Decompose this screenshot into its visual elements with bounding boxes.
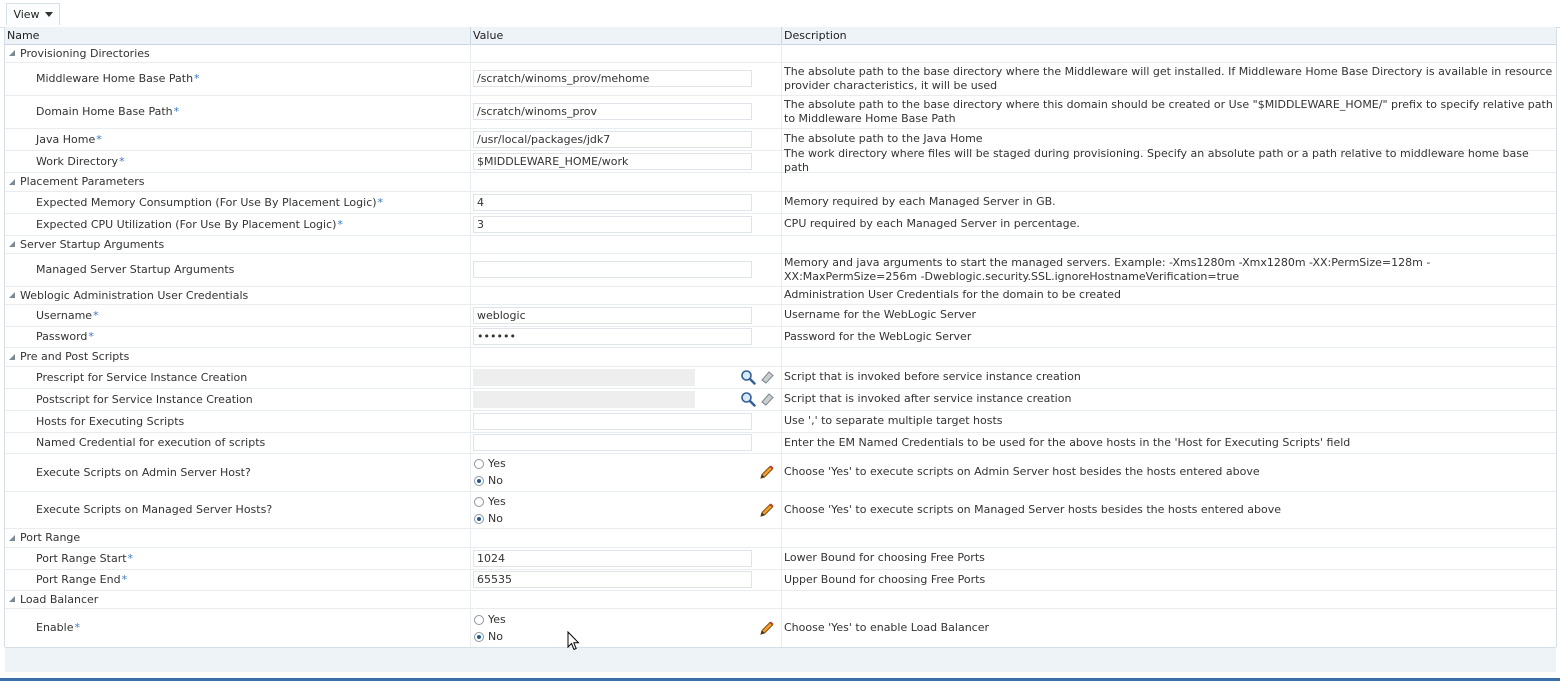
- radio-button-icon[interactable]: [474, 497, 484, 507]
- value-cell: [470, 347, 781, 366]
- value-cell: [470, 547, 781, 569]
- description-text: Script that is invoked after service instance creation: [784, 392, 1072, 405]
- property-name-cell: [5, 366, 469, 388]
- property-label: Domain Home Base Path: [36, 105, 173, 118]
- radio-button-icon[interactable]: [474, 514, 484, 524]
- value-input[interactable]: [473, 413, 752, 430]
- value-cell: [470, 235, 781, 253]
- table-row: [5, 491, 1556, 529]
- value-cell: [470, 491, 781, 528]
- radio-label: No: [488, 474, 503, 487]
- property-label: Expected CPU Utilization (For Use By Placement Logic): [36, 217, 337, 231]
- group-label: Weblogic Administration User Credentials: [20, 288, 249, 302]
- group-row[interactable]: [5, 44, 1556, 63]
- script-path-field[interactable]: [473, 391, 695, 408]
- required-asterisk: *: [127, 551, 134, 565]
- description-cell: [781, 235, 1554, 253]
- required-asterisk: *: [93, 308, 99, 322]
- group-name-cell: [5, 347, 473, 366]
- radio-label: No: [488, 630, 503, 643]
- table-row: [5, 253, 1556, 287]
- group-row[interactable]: [5, 590, 1556, 609]
- property-label: Execute Scripts on Managed Server Hosts?: [36, 503, 273, 516]
- group-label: Pre and Post Scripts: [20, 350, 130, 363]
- group-label: Provisioning Directories: [20, 46, 150, 60]
- value-cell: [470, 453, 781, 491]
- description-text: Username for the WebLogic Server: [784, 308, 977, 321]
- value-cell: [470, 432, 781, 453]
- property-name-cell: [5, 569, 469, 590]
- value-cell: [470, 62, 781, 95]
- property-name-cell: [5, 547, 469, 569]
- value-cell: [470, 410, 781, 432]
- property-label: Named Credential for execution of scripts: [36, 436, 266, 449]
- required-asterisk: *: [194, 72, 200, 85]
- required-asterisk: *: [377, 195, 384, 209]
- description-cell: [781, 95, 1554, 128]
- value-cell: [470, 172, 781, 191]
- table-row: [5, 547, 1556, 570]
- value-input[interactable]: [473, 328, 752, 345]
- property-label: Port Range End: [36, 573, 121, 586]
- property-label: Prescript for Service Instance Creation: [36, 370, 248, 384]
- pencil-icon[interactable]: [759, 620, 775, 636]
- pencil-icon[interactable]: [759, 502, 775, 518]
- group-name-cell: [5, 235, 473, 253]
- table-row: [5, 388, 1556, 411]
- description-cell: [781, 147, 1554, 174]
- value-input[interactable]: [473, 216, 752, 233]
- required-asterisk: *: [74, 621, 80, 634]
- value-input[interactable]: [473, 261, 752, 278]
- value-cell: [470, 326, 781, 347]
- property-label: Username: [36, 308, 93, 322]
- description-cell: [781, 569, 1554, 590]
- description-text: Password for the WebLogic Server: [784, 329, 972, 343]
- property-label: Middleware Home Base Path: [36, 72, 194, 85]
- description-text: The absolute path to the base directory where the Middleware will get installed. If Middleware Home Base Directory is available in resource provider characteristics, it will be used: [784, 64, 1553, 92]
- description-cell: [781, 547, 1554, 569]
- group-row[interactable]: [5, 347, 1556, 367]
- property-name-cell: [5, 62, 469, 95]
- property-name-cell: [5, 326, 469, 347]
- properties-table: [4, 27, 1557, 647]
- value-cell: [470, 304, 781, 326]
- group-label: Load Balancer: [20, 592, 99, 606]
- property-label: Password: [36, 330, 88, 343]
- value-cell: [470, 366, 781, 388]
- pencil-icon[interactable]: [759, 464, 775, 480]
- required-asterisk: *: [173, 105, 180, 118]
- table-row: [5, 608, 1556, 648]
- required-asterisk: *: [88, 330, 94, 343]
- table-row: [5, 366, 1556, 389]
- value-cell: [470, 213, 781, 235]
- property-name-cell: [5, 95, 469, 128]
- table-row: [5, 432, 1556, 454]
- radio-option-yes[interactable]: [474, 611, 506, 628]
- table-row: [5, 410, 1556, 433]
- table-row: [5, 304, 1556, 327]
- description-text: The absolute path to the Java Home: [784, 132, 983, 145]
- collapse-triangle-icon[interactable]: [9, 179, 15, 185]
- property-name-cell: [5, 432, 469, 453]
- description-cell: [781, 432, 1554, 453]
- radio-group: [474, 611, 506, 645]
- value-cell: [470, 128, 781, 150]
- value-cell: [470, 608, 781, 647]
- value-input[interactable]: [473, 550, 752, 567]
- description-cell: [781, 608, 1554, 647]
- property-name-cell: [5, 253, 469, 286]
- property-name-cell: [5, 608, 469, 647]
- description-text: CPU required by each Managed Server in percentage.: [784, 217, 1080, 230]
- property-label: Java Home: [36, 132, 96, 146]
- property-name-cell: [5, 453, 469, 491]
- radio-option-no[interactable]: [474, 510, 506, 527]
- table-row: [5, 95, 1556, 129]
- search-icon[interactable]: [740, 391, 756, 407]
- property-name-cell: [5, 191, 469, 213]
- description-cell: [781, 191, 1554, 213]
- radio-option-no[interactable]: [474, 628, 506, 645]
- description-cell: [781, 253, 1554, 286]
- radio-button-icon[interactable]: [474, 615, 484, 625]
- value-input[interactable]: [473, 434, 752, 451]
- radio-group: [474, 493, 506, 527]
- property-name-cell: [5, 304, 469, 326]
- value-cell: [470, 150, 781, 172]
- property-label: Execute Scripts on Admin Server Host?: [36, 465, 251, 479]
- radio-option-no[interactable]: [474, 472, 506, 489]
- search-icon[interactable]: [740, 369, 756, 385]
- script-path-field[interactable]: [473, 369, 695, 386]
- property-label: Postscript for Service Instance Creation: [36, 392, 253, 406]
- table-row: [5, 147, 1556, 174]
- required-asterisk: *: [337, 217, 343, 231]
- value-cell: [470, 569, 781, 590]
- value-cell: [470, 528, 781, 547]
- required-asterisk: *: [121, 573, 128, 586]
- description-cell: [781, 44, 1554, 62]
- radio-group: [474, 455, 506, 489]
- property-label: Port Range Start: [36, 551, 127, 565]
- chevron-down-icon: [45, 12, 53, 17]
- property-name-cell: [5, 410, 469, 432]
- value-input[interactable]: [473, 153, 752, 170]
- table-header: [5, 27, 1556, 45]
- group-label: Placement Parameters: [20, 175, 145, 188]
- group-row[interactable]: [5, 528, 1556, 548]
- value-cell: [470, 191, 781, 213]
- group-name-cell: [5, 172, 473, 191]
- required-asterisk: *: [96, 132, 102, 146]
- description-text: Lower Bound for choosing Free Ports: [784, 551, 985, 564]
- radio-option-yes[interactable]: [474, 493, 506, 510]
- description-text: Use ',' to separate multiple target hosts: [784, 414, 1003, 427]
- column-header-value[interactable]: Value: [473, 29, 504, 42]
- collapse-triangle-icon[interactable]: [9, 535, 15, 541]
- description-cell: [781, 347, 1554, 366]
- description-cell: [781, 590, 1554, 608]
- radio-button-icon[interactable]: [474, 632, 484, 642]
- required-asterisk: *: [119, 154, 125, 168]
- description-cell: [781, 528, 1554, 547]
- radio-label: Yes: [488, 495, 506, 508]
- property-name-cell: [5, 150, 469, 172]
- description-cell: [781, 304, 1554, 326]
- value-input[interactable]: [473, 194, 752, 211]
- group-label: Server Startup Arguments: [20, 237, 165, 251]
- property-label: Work Directory: [36, 154, 119, 168]
- table-row: [5, 62, 1556, 96]
- property-name-cell: [5, 213, 469, 235]
- description-text: Enter the EM Named Credentials to be used for the above hosts in the 'Host for Executing Scripts' field: [784, 435, 1351, 449]
- description-text: Memory required by each Managed Server in GB.: [784, 195, 1056, 208]
- group-name-cell: [5, 44, 473, 62]
- column-header-name[interactable]: Name: [7, 29, 40, 42]
- property-name-cell: [5, 388, 469, 410]
- description-cell: [781, 410, 1554, 432]
- description-text: The absolute path to the base directory where this domain should be created or Use "$MIDDLEWARE_HOME/" prefix to specify relative path to Middleware Home Base Path: [784, 97, 1553, 125]
- group-name-cell: [5, 286, 473, 304]
- table-row: [5, 191, 1556, 214]
- mouse-cursor-icon: [567, 631, 581, 651]
- value-cell: [470, 44, 781, 62]
- description-text: Memory and java arguments to start the managed servers. Example: -Xms1280m -Xmx1280m -XX:PermSize=128m -XX:MaxPermSize=256m -Dweblogic.security.SSL.ignoreHostnameVerification=true: [784, 255, 1431, 283]
- description-cell: [781, 62, 1554, 95]
- description-text: Choose 'Yes' to enable Load Balancer: [784, 620, 990, 634]
- radio-button-icon[interactable]: [474, 476, 484, 486]
- value-input[interactable]: [473, 131, 752, 148]
- property-label: Hosts for Executing Scripts: [36, 414, 185, 428]
- property-label: Enable: [36, 621, 74, 634]
- value-cell: [470, 286, 781, 304]
- value-input[interactable]: [473, 70, 752, 87]
- group-label: Port Range: [20, 531, 81, 544]
- description-cell: [781, 286, 1554, 304]
- description-cell: [781, 366, 1554, 388]
- table-footer: [5, 647, 1556, 672]
- value-input[interactable]: [473, 103, 752, 120]
- clear-eraser-icon[interactable]: [759, 391, 775, 407]
- value-input[interactable]: [473, 571, 752, 588]
- collapse-triangle-icon[interactable]: [9, 241, 15, 247]
- group-row[interactable]: [5, 286, 1556, 305]
- value-cell: [470, 590, 781, 608]
- collapse-triangle-icon[interactable]: [9, 354, 15, 360]
- radio-label: No: [488, 512, 503, 525]
- description-cell: [781, 491, 1554, 528]
- value-cell: [470, 95, 781, 128]
- property-label: Expected Memory Consumption (For Use By Placement Logic): [36, 195, 377, 209]
- radio-label: Yes: [488, 613, 506, 626]
- radio-option-yes[interactable]: [474, 455, 506, 472]
- view-menu-label: View: [13, 8, 40, 21]
- table-row: [5, 569, 1556, 591]
- collapse-triangle-icon[interactable]: [9, 292, 15, 298]
- value-input[interactable]: [473, 307, 752, 324]
- value-cell: [470, 388, 781, 410]
- description-cell: [781, 172, 1554, 191]
- clear-eraser-icon[interactable]: [759, 369, 775, 385]
- description-cell: [781, 388, 1554, 410]
- table-row: [5, 453, 1556, 492]
- collapse-triangle-icon[interactable]: [9, 50, 15, 56]
- view-menu-button[interactable]: [6, 3, 60, 25]
- description-text: Upper Bound for choosing Free Ports: [784, 572, 986, 586]
- group-row[interactable]: [5, 235, 1556, 254]
- property-name-cell: [5, 491, 469, 528]
- description-text: Administration User Credentials for the domain to be created: [784, 288, 1121, 301]
- collapse-triangle-icon[interactable]: [9, 596, 15, 602]
- table-row: [5, 213, 1556, 236]
- toolbar: [0, 0, 1560, 28]
- group-name-cell: [5, 590, 473, 608]
- description-text: Choose 'Yes' to execute scripts on Managed Server hosts besides the hosts entered above: [784, 502, 1281, 516]
- radio-button-icon[interactable]: [474, 459, 484, 469]
- value-cell: [470, 253, 781, 286]
- description-cell: [781, 326, 1554, 347]
- property-name-cell: [5, 128, 469, 150]
- description-text: The work directory where files will be staged during provisioning. Specify an absolute path or a path relative to middleware home base path: [784, 147, 1529, 174]
- group-name-cell: [5, 528, 473, 547]
- description-cell: [781, 453, 1554, 491]
- table-row: [5, 326, 1556, 348]
- description-text: Choose 'Yes' to execute scripts on Admin Server host besides the hosts entered above: [784, 465, 1260, 478]
- group-row[interactable]: [5, 172, 1556, 192]
- property-label: Managed Server Startup Arguments: [36, 263, 235, 276]
- description-text: Script that is invoked before service instance creation: [784, 370, 1081, 383]
- radio-label: Yes: [488, 457, 506, 470]
- column-header-description[interactable]: Description: [784, 29, 847, 42]
- description-cell: [781, 213, 1554, 235]
